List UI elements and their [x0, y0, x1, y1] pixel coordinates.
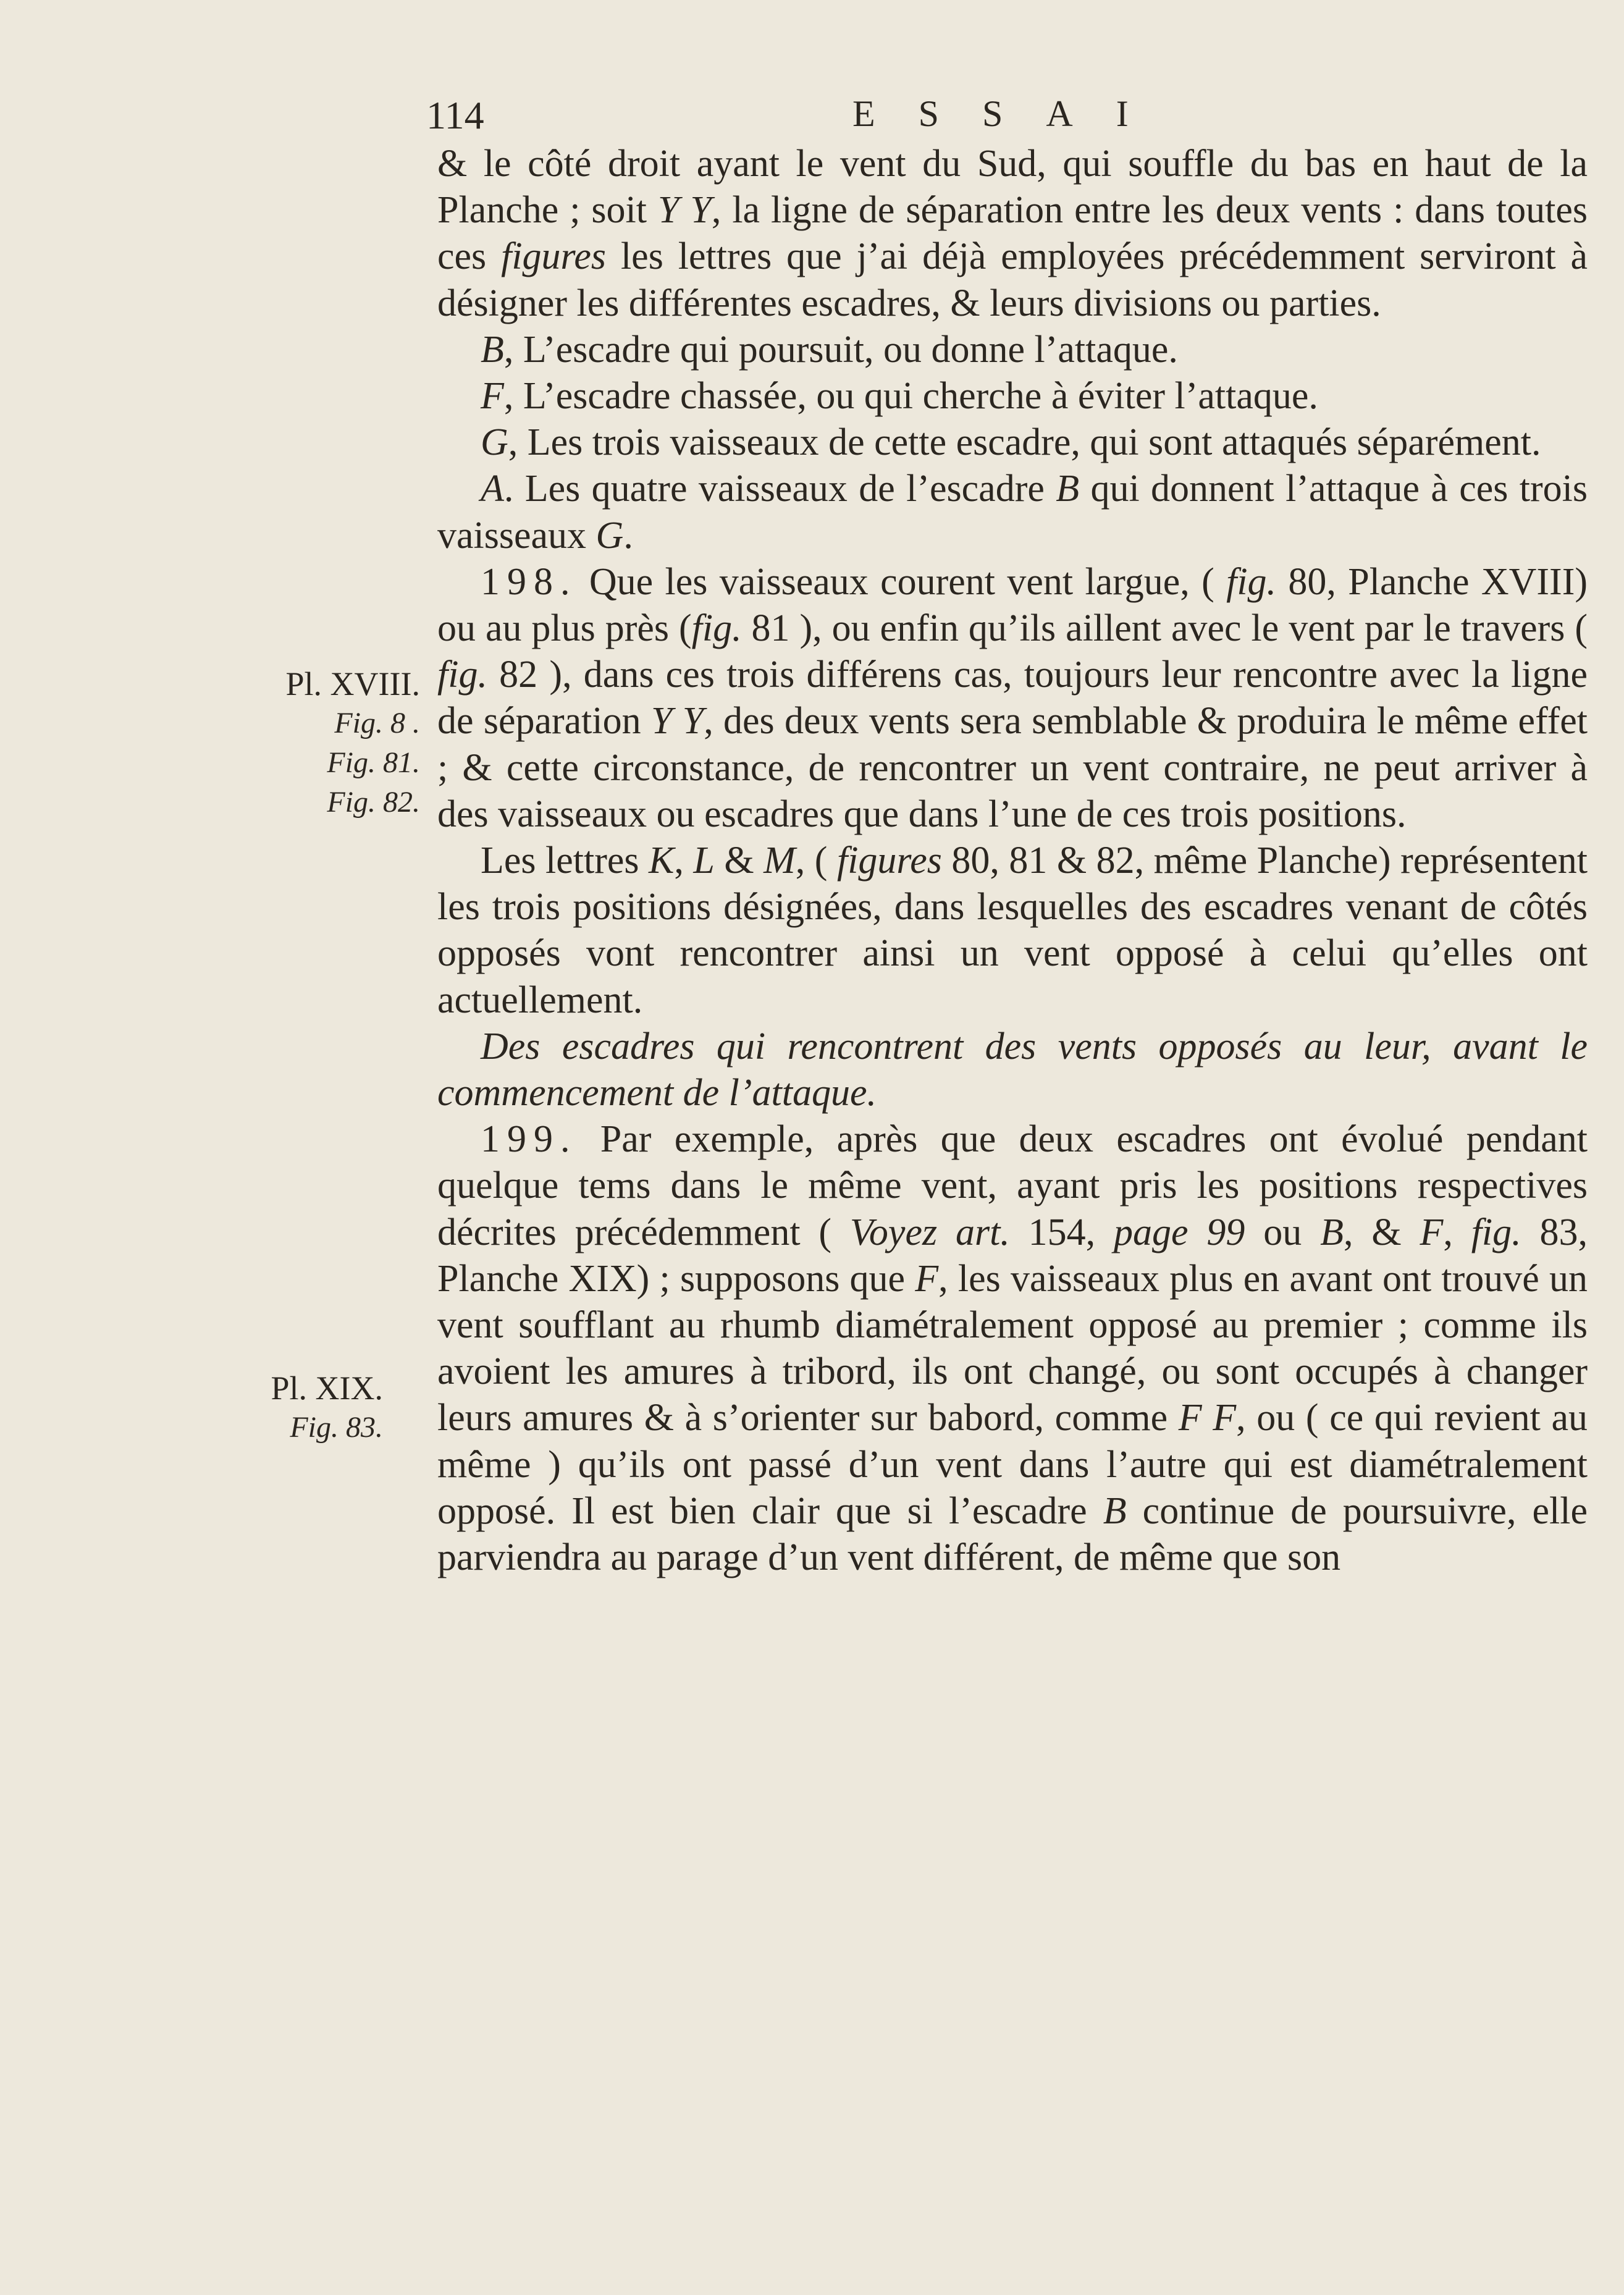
paragraph	[437, 466, 1588, 558]
italic-text: fig.	[1226, 560, 1277, 603]
text-run: , (	[795, 840, 837, 882]
text-run: , Les trois vaisseaux de cette escadre, qui sont attaqués séparément.	[508, 421, 1541, 464]
paragraph	[437, 419, 1588, 466]
italic-text: A	[481, 468, 504, 510]
text-run: , les vaisseaux plus en avant ont trouvé un vent soufflant au rhumb diamétralement opposé au premier ; comme ils avoient les amures à tribord, ils ont changé, ou sont occupés à changer leurs amures & à s’orienter sur babord, comme	[437, 1257, 1588, 1439]
margin-note-plate-xix	[235, 1368, 383, 1447]
italic-text: Y Y	[650, 700, 704, 743]
text-run: ,	[1443, 1211, 1471, 1253]
text-run: . Les quatre vaisseaux de l’escadre	[503, 468, 1056, 510]
article-number: 198.	[481, 560, 578, 603]
margin-note-plate: Pl. XIX.	[271, 1370, 383, 1407]
text-run: 80, 81 & 82, même Planche) représentent les trois positions désignées, dans lesquelles des escadres venant de côtés opposés vont rencontrer ainsi un vent opposé à celui qu’elles ont actuellement.	[437, 840, 1588, 1021]
italic-text: page 99	[1114, 1211, 1245, 1253]
text-run: continue de poursuivre, elle parviendra au parage d’un vent différent, de même que son	[437, 1489, 1588, 1579]
italic-text: fig.	[437, 654, 487, 696]
text-run: , ou ( ce qui revient au même ) qu’ils ont passé d’un vent dans l’autre qui est diamétralement opposé. Il est bien clair que si l’escadre	[437, 1397, 1588, 1532]
margin-note-fig: Fig. 8 .	[334, 707, 420, 739]
italic-text: F	[1420, 1211, 1444, 1253]
italic-text: L	[693, 840, 715, 882]
text-run: .	[623, 514, 633, 557]
italic-text: B	[1320, 1211, 1344, 1253]
paragraph	[437, 838, 1588, 1024]
italic-text: B	[481, 328, 504, 371]
margin-note-plate: Pl. XVIII.	[285, 665, 420, 702]
text-run: Que les vaisseaux courent vent largue, (	[577, 560, 1227, 603]
italic-text: F	[481, 375, 504, 418]
margin-note-fig: Fig. 81.	[327, 746, 420, 779]
text-run: &	[714, 840, 764, 882]
text-run: ou	[1245, 1211, 1321, 1253]
text-run: Les lettres	[481, 840, 649, 882]
paragraph	[437, 559, 1588, 838]
italic-text: Voyez art.	[849, 1211, 1010, 1253]
italic-text: F F	[1178, 1397, 1237, 1439]
text-run: les lettres que j’ai déjà employées précédemment serviront à désigner les différentes escadres, & leurs divisions ou parties.	[437, 235, 1588, 324]
italic-text: G	[595, 514, 624, 557]
italic-text: Des escadres qui rencontrent des vents opposés au leur, avant le commencement de l’attaque.	[437, 1025, 1588, 1114]
article-number: 199.	[481, 1118, 578, 1161]
text-run: , des deux vents sera semblable & produira le même effet ; & cette circonstance, de rencontrer un vent contraire, ne peut arriver à des vaisseaux ou escadres que dans l’une de ces trois positions.	[437, 700, 1588, 835]
text-run: qui donnent l’attaque à ces trois vaisseaux	[437, 468, 1588, 557]
italic-text: fig.	[1471, 1211, 1521, 1253]
paragraph	[437, 1024, 1588, 1116]
body-text	[437, 141, 1588, 1581]
text-run: , L’escadre chassée, ou qui cherche à éviter l’attaque.	[503, 375, 1318, 418]
text-run: , L’escadre qui poursuit, ou donne l’attaque.	[503, 328, 1178, 371]
italic-text: figures	[501, 235, 607, 278]
margin-note-fig: Fig. 82.	[327, 786, 420, 819]
text-run: 83, Planche XIX) ; supposons que	[437, 1211, 1588, 1300]
paragraph	[437, 327, 1588, 373]
page-number: 114	[426, 93, 484, 137]
italic-text: G	[481, 421, 508, 464]
margin-note-plate-xviii	[235, 664, 420, 822]
text-run: , la ligne de séparation entre les deux vents : dans toutes ces	[437, 189, 1588, 278]
text-run: 80, Planche XVIII) ou au plus près (	[437, 560, 1588, 650]
italic-text: figures	[836, 840, 942, 882]
text-run: , &	[1344, 1211, 1420, 1253]
text-run: Par exemple, après que deux escadres ont évolué pendant quelque tems dans le même vent, ayant pris les positions respectives décrites précédemment (	[437, 1118, 1588, 1253]
paragraph	[437, 373, 1588, 419]
text-run: & le côté droit ayant le vent du Sud, qui souffle du bas en haut de la Planche ; soit	[437, 143, 1588, 232]
text-run: ,	[674, 840, 694, 882]
text-run: 154,	[1009, 1211, 1114, 1253]
italic-text: F	[915, 1257, 939, 1300]
italic-text: M	[764, 840, 796, 882]
italic-text: B	[1056, 468, 1080, 510]
italic-text: fig.	[691, 607, 742, 650]
italic-text: B	[1103, 1489, 1127, 1532]
paragraph	[437, 1116, 1588, 1581]
italic-text: K	[649, 840, 675, 882]
margin-note-fig: Fig. 83.	[290, 1411, 383, 1444]
page-header	[426, 93, 1588, 142]
italic-text: Y Y	[657, 189, 712, 232]
text-run: 81 ), ou enfin qu’ils aillent avec le vent par le travers (	[741, 607, 1588, 650]
paragraph	[437, 141, 1588, 327]
text-run: 82 ), dans ces trois différens cas, toujours leur rencontre avec la ligne de séparation	[437, 654, 1588, 743]
running-head: ESSAI	[852, 93, 1172, 134]
